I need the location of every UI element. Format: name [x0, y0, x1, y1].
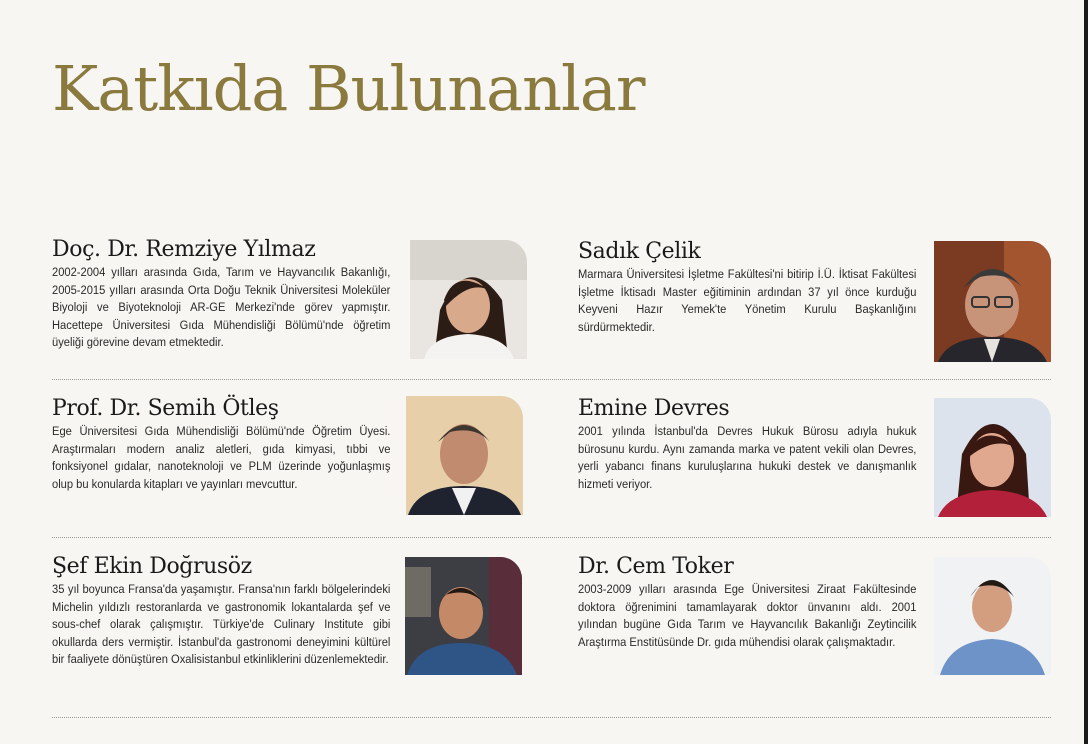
contributor-ekin-dogrusoz: [52, 555, 390, 669]
section-divider: [52, 717, 1051, 718]
contributor-cem-toker: [578, 555, 916, 651]
contributor-bio: 2002-2004 yılları arasında Gıda, Tarım ve Hayvancılık Bakanlığı, 2005-2015 yılları arasında Orta Doğu Teknik Üniversitesi Moleküler Biyoloji ve Biyoteknoloji AR-GE Merkezi'nde görev yapmıştır. Hacettepe Üniversitesi Gıda Mühendisliği Bölümü'nde öğretim üyeliği görevine devam etmektedir.: [52, 265, 391, 350]
contributor-bio: Ege Üniversitesi Gıda Mühendisliği Bölümü'nde Öğretim Üyesi. Araştırmaları modern analiz aletleri, gıda kimyasi, tıbbi ve fonksiyonel gıdalar, nanoteknoloji ve PLM üzerinde yoğunlaşmış olup bu konularda kitapları ve yayınları mevcuttur.: [52, 424, 391, 491]
contributor-photo-remziye-yilmaz: [410, 240, 527, 359]
section-divider: [52, 537, 1051, 538]
contributor-name: Prof. Dr. Semih Ötleş: [52, 396, 279, 421]
contributor-bio: Marmara Üniversitesi İşletme Fakültesi'ni bitirip İ.Ü. İktisat Fakültesi İşletme İktisadı Master eğitiminin ardından 37 yıl önce kurduğu Keyveni Hazır Yemek'te Yönetim Kurulu Başkanlığını sürdürmektedir.: [578, 267, 917, 334]
page-title: Katkıda Bulunanlar: [52, 52, 645, 125]
contributor-name: Şef Ekin Doğrusöz: [52, 554, 252, 579]
contributor-photo-sadik-celik: [934, 241, 1051, 362]
contributor-photo-semih-otles: [406, 396, 523, 515]
contributor-bio: 2003-2009 yılları arasında Ege Üniversitesi Ziraat Fakültesinde doktora öğrenimini tamamlayarak doktor ünvanını aldı. 2001 yılından bugüne Gıda Tarım ve Hayvancılık Bakanlığı Zeytincilik Araştırma Enstitüsünde Dr. gıda mühendisi olarak çalışmaktadır.: [578, 582, 917, 649]
contributor-bio: 2001 yılında İstanbul'da Devres Hukuk Bürosu adıyla hukuk bürosunu kurdu. Aynı zamanda marka ve patent vekili olan Devres, yerli yabancı finans kuruluşlarına hukuki destek ve danışmanlık hizmeti veriyor.: [578, 424, 917, 491]
section-divider: [52, 379, 1051, 380]
contributor-photo-cem-toker: [934, 557, 1051, 675]
contributor-name: Emine Devres: [578, 396, 730, 421]
contributor-photo-emine-devres: [934, 398, 1051, 517]
contributor-sadik-celik: [578, 240, 916, 336]
contributor-name: Sadık Çelik: [578, 239, 701, 264]
contributor-emine-devres: [578, 397, 916, 493]
page-edge: [1084, 0, 1088, 744]
contributor-name: Doç. Dr. Remziye Yılmaz: [52, 237, 316, 262]
contributor-bio: 35 yıl boyunca Fransa'da yaşamıştır. Fransa'nın farklı bölgelerindeki Michelin yıldızlı restoranlarda ve gastronomik lokantalarda şef ve sous-chef olarak çalışmıştır. Türkiye'de Culinary Institute gibi okullarda ders vermiştir. İstanbul'da gastronomi deneyimini kültürel bir faaliyete dönüştüren Oxalisistanbul etkinliklerini düzenlemektedir.: [52, 582, 391, 667]
contributor-name: Dr. Cem Toker: [578, 554, 734, 579]
contributor-remziye-yilmaz: [52, 238, 390, 352]
contributor-semih-otles: [52, 397, 390, 493]
contributor-photo-ekin-dogrusoz: [405, 557, 522, 675]
